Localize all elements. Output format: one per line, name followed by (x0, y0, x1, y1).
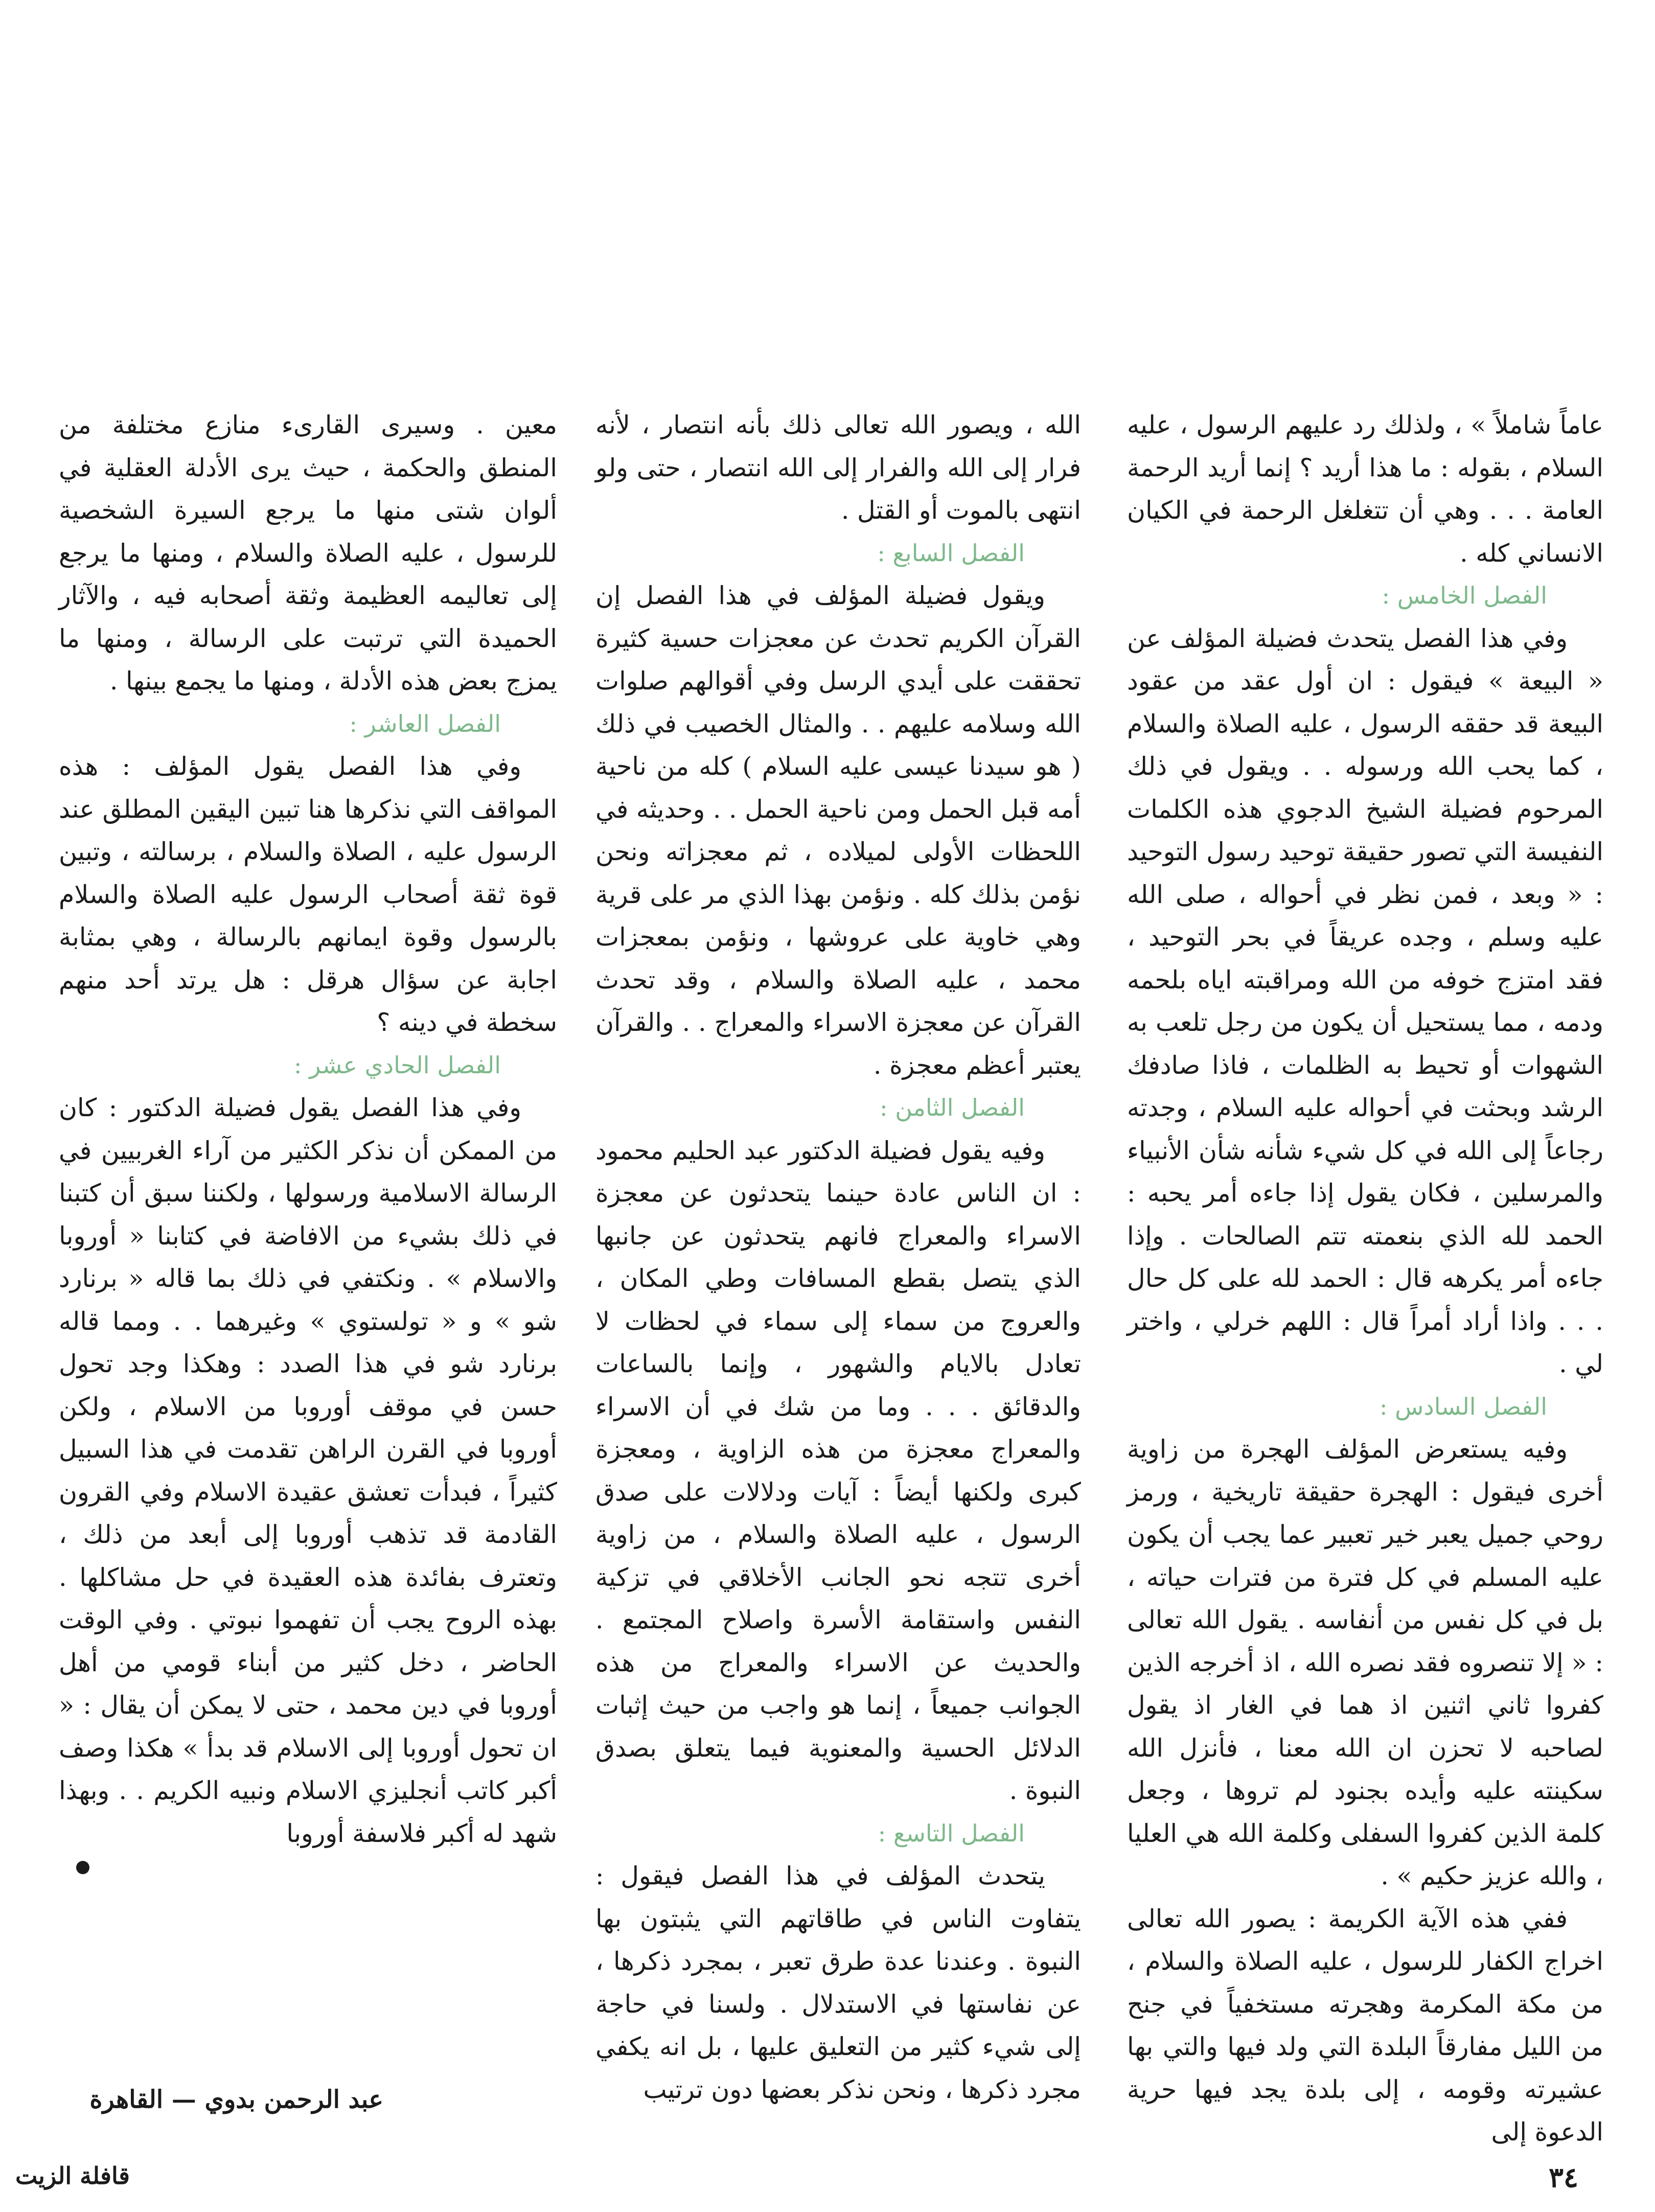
paragraph: معين . وسيرى القارىء منازع مختلفة من المنطق والحكمة ، حيث يرى الأدلة العقلية في ألوان شتى منها ما يرجع السيرة الشخصية للرسول ، عليه الصلاة والسلام ، ومنها ما يرجع إلى تعاليمه العظيمة وثقة أصحابه فيه ، والآثار الحميدة التي ترتبت على الرسالة ، ومنها ما يمزج بعض هذه الأدلة ، ومنها ما يجمع بينها . (59, 410, 557, 696)
magazine-title: قافلة الزيت (15, 2162, 130, 2190)
paragraph: وفيه يقول فضيلة الدكتور عبد الحليم محمود : ان الناس عادة حينما يتحدثون عن معجزة الاسراء والمعراج فانهم يتحدثون عن جانبها الذي يتصل بقطع المسافات وطي المكان ، والعروج من سماء إلى سماء في لحظات لا تعادل بالايام والشهور ، وإنما بالساعات والدقائق . . . وما من شك في أن الاسراء والمعراج معجزة من هذه الزاوية ، ومعجزة كبرى ولكنها أيضاً : آيات ودلالات على صدق الرسول ، عليه الصلاة والسلام ، من زاوية أخرى تتجه نحو الجانب الأخلاقي في تزكية النفس واستقامة الأسرة واصلاح المجتمع . والحديث عن الاسراء والمعراج من هذه الجوانب جميعاً ، إنما هو واجب من حيث إثبات الدلائل الحسية والمعنوية فيما يتعلق بصدق النبوة . (595, 1136, 1081, 1805)
section-heading: الفصل السادس : (1379, 1392, 1547, 1420)
section-heading: الفصل الخامس : (1382, 582, 1547, 609)
text-column-middle (595, 404, 1081, 2111)
text-column-right (1127, 404, 1603, 2154)
paragraph: وفي هذا الفصل يتحدث فضيلة المؤلف عن « البيعة » فيقول : ان أول عقد من عقود البيعة قد حققه الرسول ، عليه الصلاة والسلام ، كما يحب الله ورسوله . . ويقول في ذلك المرحوم فضيلة الشيخ الدجوي هذه الكلمات النفيسة التي تصور حقيقة توحيد رسول التوحيد : « وبعد ، فمن نظر في أحواله ، صلى الله عليه وسلم ، وجده عريقاً في بحر التوحيد ، فقد امتزج خوفه من الله ومراقبته اياه بلحمه ودمه ، مما يستحيل أن يكون من رجل تلعب به الشهوات أو تحيط به الظلمات ، فاذا صادفك الرشد وبحثت في أحواله عليه السلام ، وجدته رجاعاً إلى الله في كل شيء شأنه شأن الأنبياء والمرسلين ، فكان يقول إذا جاءه أمر يحبه : الحمد لله الذي بنعمته تتم الصالحات . وإذا جاءه أمر يكرهه قال : الحمد لله على كل حال . . . واذا أراد أمراً قال : اللهم خرلي ، واختر لي . (1127, 624, 1604, 1378)
paragraph: الله ، ويصور الله تعالى ذلك بأنه انتصار ، لأنه فرار إلى الله والفرار إلى الله انتصار ، حتى ولو انتهى بالموت أو القتل . (595, 410, 1081, 525)
author-byline: عبد الرحمن بدوي — القاهرة (89, 2085, 383, 2114)
section-heading: الفصل الحادي عشر : (293, 1051, 501, 1079)
paragraph: عاماً شاملاً » ، ولذلك رد عليهم الرسول ، عليه السلام ، بقوله : ما هذا أريد ؟ إنما أريد الرحمة العامة . . . وهي أن تتغلغل الرحمة في الكيان الانساني كله . (1127, 410, 1603, 568)
paragraph: وفيه يستعرض المؤلف الهجرة من زاوية أخرى فيقول : الهجرة حقيقة تاريخية ، ورمز روحي جميل يعبر خير تعبير عما يجب أن يكون عليه المسلم في كل فترة من فترات حياته ، بل في كل نفس من أنفاسه . يقول الله تعالى : « إلا تنصروه فقد نصره الله ، اذ أخرجه الذين كفروا ثاني اثنين اذ هما في الغار اذ يقول لصاحبه لا تحزن ان الله معنا ، فأنزل الله سكينته عليه وأيده بجنود لم تروها ، وجعل كلمة الذين كفروا السفلى وكلمة الله هي العليا ، والله عزيز حكيم » . (1127, 1435, 1603, 1891)
end-of-article-dot-icon (76, 1861, 89, 1874)
section-heading: الفصل السابع : (877, 539, 1025, 567)
section-heading: الفصل الثامن : (880, 1094, 1025, 1121)
paragraph: ويقول فضيلة المؤلف في هذا الفصل إن القرآن الكريم تحدث عن معجزات حسية كثيرة تحققت على أيدي الرسل وفي أقوالهم صلوات الله وسلامه عليهم . . والمثال الخصيب في ذلك ( هو سيدنا عيسى عليه السلام ) كله من ناحية أمه قبل الحمل ومن ناحية الحمل . . وحديثه في اللحظات الأولى لميلاده ، ثم معجزاته ونحن نؤمن بذلك كله . ونؤمن بهذا الذي مر على قرية وهي خاوية على عروشها ، ونؤمن بمعجزات محمد ، عليه الصلاة والسلام ، وقد تحدث القرآن عن معجزة الاسراء والمعراج . . والقرآن يعتبر أعظم معجزة . (595, 581, 1081, 1080)
section-heading: الفصل التاسع : (878, 1819, 1025, 1847)
section-heading: الفصل العاشر : (349, 709, 501, 738)
text-column-left (59, 404, 557, 1874)
paragraph: يتحدث المؤلف في هذا الفصل فيقول : يتفاوت الناس في طاقاتهم التي يثبتون بها النبوة . وعندنا عدة طرق تعبر ، بمجرد ذكرها ، عن نفاستها في الاستدلال . ولسنا في حاجة إلى شيء كثير من التعليق عليها ، بل انه يكفي مجرد ذكرها ، ونحن نذكر بعضها دون ترتيب (595, 1861, 1081, 2104)
paragraph: ففي هذه الآية الكريمة : يصور الله تعالى اخراج الكفار للرسول ، عليه الصلاة والسلام ، من مكة المكرمة وهجرته مستخفياً في جنح من الليل مفارقاً البلدة التي ولد فيها والتي بها عشيرته وقومه ، إلى بلدة يجد فيها حرية الدعوة إلى (1127, 1904, 1603, 2147)
paragraph: وفي هذا الفصل يقول المؤلف : هذه المواقف التي نذكرها هنا تبين اليقين المطلق عند الرسول عليه ، الصلاة والسلام ، برسالته ، وتبين قوة ثقة أصحاب الرسول عليه الصلاة والسلام بالرسول وقوة ايمانهم بالرسالة ، وهي بمثابة اجابة عن سؤال هرقل : هل يرتد أحد منهم سخطة في دينه ؟ (59, 752, 557, 1037)
page-number: ٣٤ (1548, 2161, 1578, 2194)
paragraph: وفي هذا الفصل يقول فضيلة الدكتور : كان من الممكن أن نذكر الكثير من آراء الغربيين في الرسالة الاسلامية ورسولها ، ولكننا سبق أن كتبنا في ذلك بشيء من الافاضة في كتابنا « أوروبا والاسلام » . ونكتفي في ذلك بما قاله « برنارد شو » و « تولستوي » وغيرهما . . ومما قاله برنارد شو في هذا الصدد : وهكذا وجد تحول حسن في موقف أوروبا من الاسلام ، ولكن أوروبا في القرن الراهن تقدمت في هذا السبيل كثيراً ، فبدأت تعشق عقيدة الاسلام وفي القرون القادمة قد تذهب أوروبا إلى أبعد من ذلك ، وتعترف بفائدة هذه العقيدة في حل مشاكلها . بهذه الروح يجب أن تفهموا نبوتي . وفي الوقت الحاضر ، دخل كثير من أبناء قومي من أهل أوروبا في دين محمد ، حتى لا يمكن أن يقال : « ان تحول أوروبا إلى الاسلام قد بدأ » هكذا وصف أكبر كاتب أنجليزي الاسلام ونبيه الكريم . . وبهذا شهد له أكبر فلاسفة أوروبا (59, 1093, 557, 1848)
